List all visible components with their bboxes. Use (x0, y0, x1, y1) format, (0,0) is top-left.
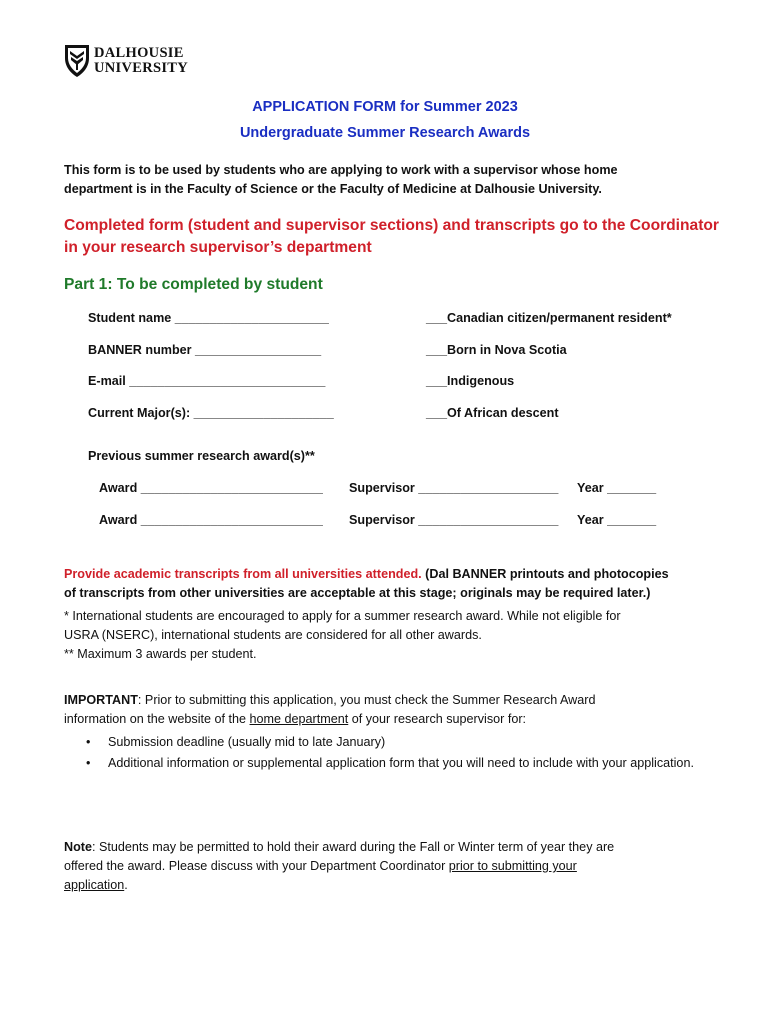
important-paragraph (64, 691, 744, 729)
footnote-1-line-2: USRA (NSERC), international students are considered for all other awards. (64, 628, 482, 642)
nova-scotia-checkbox-field[interactable]: ___Born in Nova Scotia (426, 343, 567, 357)
student-name-field[interactable]: Student name ______________________ (88, 311, 329, 325)
intro-line-1: This form is to be used by students who are applying to work with a supervisor whose home (64, 163, 618, 177)
application-link[interactable]: application (64, 878, 125, 892)
note-label: Note (64, 840, 92, 854)
important-text-1: : Prior to submitting this application, you must check the Summer Research Award (137, 693, 596, 707)
award-field-1[interactable]: Award __________________________ (99, 481, 323, 495)
transcripts-red-text: Provide academic transcripts from all universities attended. (64, 567, 422, 581)
home-department-link[interactable]: home department (249, 712, 349, 726)
notice-line-2: in your research supervisor’s department (64, 239, 372, 256)
footnote-1-line-1: * International students are encouraged to apply for a summer research award. While not eligible for (64, 609, 621, 623)
prior-to-submitting-link[interactable]: prior to submitting your (448, 859, 577, 873)
note-text-2a: offered the award. Please discuss with your Department Coordinator (64, 859, 449, 873)
dalhousie-logo (64, 44, 188, 78)
important-bullet-list (64, 733, 704, 775)
crest-icon (64, 44, 90, 78)
citizen-checkbox-field[interactable]: ___Canadian citizen/permanent resident* (426, 311, 672, 325)
banner-number-field[interactable]: BANNER number __________________ (88, 343, 322, 357)
form-title: APPLICATION FORM for Summer 2023 (252, 99, 518, 115)
transcripts-text-1: (Dal BANNER printouts and photocopies (421, 567, 669, 581)
supervisor-field-1[interactable]: Supervisor ____________________ (349, 481, 559, 495)
supervisor-field-2[interactable]: Supervisor ____________________ (349, 513, 559, 527)
part1-heading: Part 1: To be completed by student (64, 276, 323, 293)
transcripts-text-2: of transcripts from other universities are acceptable at this stage; originals may be required later.) (64, 586, 651, 600)
note-paragraph (64, 838, 744, 895)
bullet-icon: • (86, 735, 91, 749)
footnote-2: ** Maximum 3 awards per student. (64, 647, 257, 661)
bullet-icon: • (86, 756, 91, 770)
list-item: • Submission deadline (usually mid to late January) (64, 733, 704, 752)
award-field-2[interactable]: Award __________________________ (99, 513, 323, 527)
transcripts-paragraph (64, 565, 744, 603)
email-field[interactable]: E-mail ____________________________ (88, 374, 326, 388)
submission-notice (64, 215, 744, 259)
intro-line-2: department is in the Faculty of Science or the Faculty of Medicine at Dalhousie University. (64, 182, 602, 196)
logo-line-1: DALHOUSIE (94, 45, 184, 61)
notice-line-1: Completed form (student and supervisor sections) and transcripts go to the Coordinator (64, 217, 719, 234)
indigenous-checkbox-field[interactable]: ___Indigenous (426, 374, 515, 388)
important-text-2b: of your research supervisor for: (348, 712, 527, 726)
year-field-1[interactable]: Year _______ (577, 481, 657, 495)
current-major-field[interactable]: Current Major(s): ____________________ (88, 406, 334, 420)
list-item: • Additional information or supplemental application form that you will need to include with your application. (64, 754, 704, 773)
footnotes (64, 607, 744, 664)
previous-awards-label: Previous summer research award(s)** (88, 449, 315, 463)
year-field-2[interactable]: Year _______ (577, 513, 657, 527)
african-descent-checkbox-field[interactable]: ___Of African descent (426, 406, 559, 420)
logo-line-2: UNIVERSITY (94, 60, 189, 76)
important-label: IMPORTANT (64, 693, 138, 707)
form-subtitle: Undergraduate Summer Research Awards (239, 125, 531, 141)
note-text-end: . (124, 878, 128, 892)
important-text-2a: information on the website of the (64, 712, 250, 726)
note-text-1: : Students may be permitted to hold their award during the Fall or Winter term of year they are (92, 840, 615, 854)
intro-paragraph (64, 161, 714, 199)
